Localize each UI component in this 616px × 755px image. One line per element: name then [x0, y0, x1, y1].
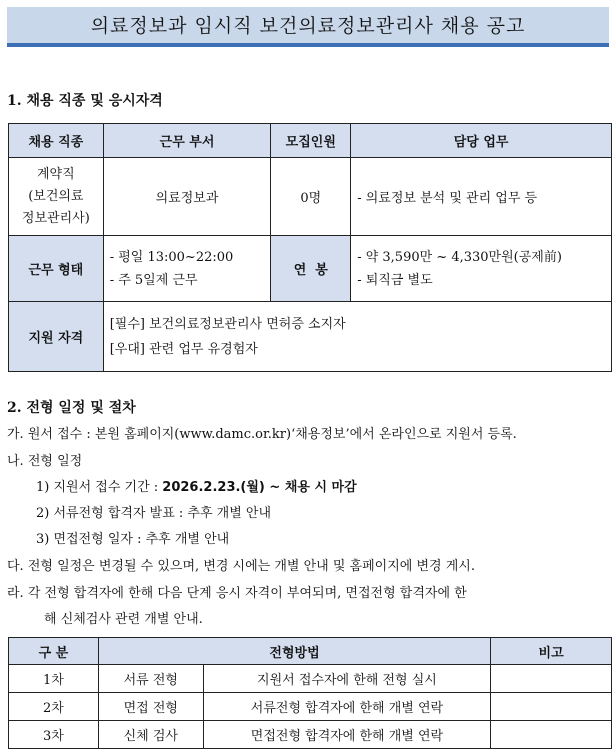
salary-line: - 퇴직금 별도 — [357, 272, 433, 288]
item-na: 나. 전형 일정 — [7, 454, 83, 469]
schedule-step-3: 3) 면접전형 일자 : 추후 개별 안내 — [36, 532, 230, 547]
qualification-line: [필수] 보건의료정보관리사 면허증 소지자 — [109, 316, 346, 332]
salary-cell — [351, 236, 612, 302]
method-desc-cell: 지원서 접수자에 한해 전형 실시 — [203, 665, 491, 693]
work-type-line: - 주 5일제 근무 — [109, 272, 198, 288]
item-ra-cont: 해 신체검사 관련 개별 안내. — [44, 612, 203, 627]
qualification-line: [우대] 관련 업무 유경험자 — [109, 341, 258, 357]
salary-label: 연 봉 — [271, 236, 351, 302]
method-name-cell: 서류 전형 — [98, 665, 203, 693]
section1-heading: 1. 채용 직종 및 응시자격 — [7, 93, 163, 109]
header-headcount: 모집인원 — [271, 124, 351, 158]
department-cell: 의료정보과 — [103, 158, 271, 236]
item-da: 다. 전형 일정은 변경될 수 있으며, 변경 시에는 개별 안내 및 홈페이지에 변경 게시. — [7, 559, 475, 574]
step1-deadline: 2026.2.23.(월) ~ 채용 시 마감 — [162, 480, 357, 495]
duty-cell: - 의료정보 분석 및 관리 업무 등 — [351, 158, 612, 236]
header-job-type: 채용 직종 — [9, 124, 104, 158]
table-row — [9, 665, 612, 693]
section2-heading: 2. 전형 일정 및 절차 — [7, 400, 136, 416]
method-desc-cell: 서류전형 합격자에 한해 개별 연락 — [203, 693, 491, 721]
table-row — [9, 721, 612, 749]
work-type-label: 근무 형태 — [9, 236, 104, 302]
header-note: 비고 — [491, 638, 612, 665]
job-type-line: 정보관리사) — [21, 210, 90, 226]
step1-prefix: 1) 지원서 접수 기간 : — [36, 480, 163, 495]
header-department: 근무 부서 — [103, 124, 271, 158]
note-cell — [491, 693, 612, 721]
salary-line: - 약 3,590만 ~ 4,330만원(공제前) — [357, 249, 562, 265]
headcount-cell: 0명 — [271, 158, 351, 236]
work-type-line: - 평일 13:00~22:00 — [109, 249, 234, 265]
selection-table — [8, 637, 612, 749]
header-stage: 구 분 — [9, 638, 99, 665]
page-title: 의료정보과 임시직 보건의료정보관리사 채용 공고 — [7, 7, 609, 47]
schedule-step-1 — [36, 476, 357, 495]
work-type-cell — [103, 236, 271, 302]
table-row — [9, 693, 612, 721]
job-type-line: (보건의료 — [28, 188, 84, 204]
header-method: 전형방법 — [98, 638, 490, 665]
stage-cell: 2차 — [9, 693, 99, 721]
note-cell — [491, 721, 612, 749]
schedule-step-2: 2) 서류전형 합격자 발표 : 추후 개별 안내 — [36, 506, 272, 521]
method-name-cell: 신체 검사 — [98, 721, 203, 749]
stage-cell: 1차 — [9, 665, 99, 693]
item-ga: 가. 원서 접수 : 본원 홈페이지(www.damc.or.kr)‘채용정보’에서 온라인으로 지원서 등록. — [7, 427, 517, 442]
qualification-label: 지원 자격 — [9, 302, 104, 372]
method-name-cell: 면접 전형 — [98, 693, 203, 721]
recruitment-table — [8, 123, 612, 372]
qualification-cell — [103, 302, 611, 372]
method-desc-cell: 면접전형 합격자에 한해 개별 연락 — [203, 721, 491, 749]
header-duty: 담당 업무 — [351, 124, 612, 158]
stage-cell: 3차 — [9, 721, 99, 749]
item-ra: 라. 각 전형 합격자에 한해 다음 단계 응시 자격이 부여되며, 면접전형 합격자에 한 — [7, 586, 467, 601]
job-type-cell — [9, 158, 104, 236]
note-cell — [491, 665, 612, 693]
job-type-line: 계약직 — [37, 166, 75, 182]
